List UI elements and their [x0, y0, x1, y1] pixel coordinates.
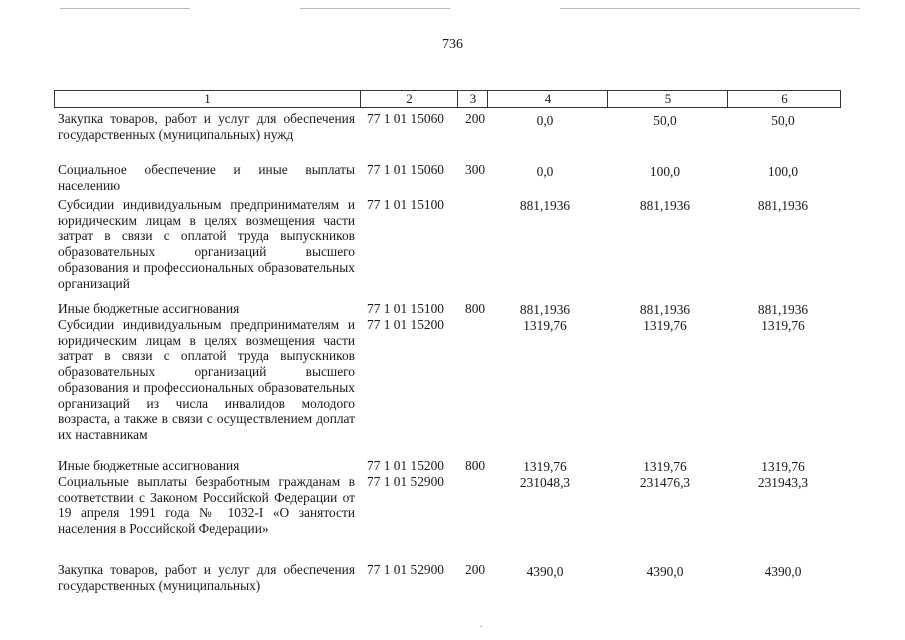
row-value-col4: 1319,76: [523, 318, 567, 333]
page-number: 736: [442, 37, 463, 52]
header-col-4: 4: [487, 91, 608, 107]
header-col-1: 1: [204, 91, 211, 106]
row-code: 77 1 01 15060: [367, 111, 444, 126]
row-value-col6: 4390,0: [764, 564, 802, 579]
row-expense-type: 800: [465, 301, 486, 316]
row-value-col5: 1319,76: [643, 459, 687, 474]
row-name: Иные бюджетные ассигнования: [58, 458, 240, 473]
row-value-col4: 1319,76: [523, 459, 567, 474]
row-value-col6: 231943,3: [757, 475, 809, 490]
row-code: 77 1 01 15200: [367, 317, 444, 332]
row-name: Иные бюджетные ассигнования: [58, 301, 240, 316]
table-header: [54, 90, 841, 108]
row-code: 77 1 01 52900: [367, 474, 444, 489]
row-name: Социальное обеспечение и иные выплаты населению: [58, 162, 355, 193]
row-code: 77 1 01 15200: [367, 458, 444, 473]
row-expense-type: 200: [465, 111, 486, 126]
row-code: 77 1 01 15100: [367, 197, 444, 212]
row-name: Закупка товаров, работ и услуг для обеспечения государственных (муниципальных): [58, 562, 355, 593]
row-value-col6: 50,0: [771, 113, 795, 128]
row-expense-type: 200: [465, 562, 486, 577]
row-value-col6: 1319,76: [761, 318, 805, 333]
header-col-2: 2: [360, 91, 458, 107]
row-value-col5: 4390,0: [646, 564, 684, 579]
header-col-6: 6: [727, 91, 841, 107]
row-value-col6: 1319,76: [761, 459, 805, 474]
row-name: Субсидии индивидуальным предпринимателям и юридическим лицам в целях возмещения части затрат в связи с оплатой труда выпускников образовательных организаций высшего образования и профессиональных образовательных организаций: [58, 197, 355, 291]
row-value-col4: 231048,3: [519, 475, 571, 490]
row-value-col6: 881,1936: [757, 198, 809, 213]
row-code: 77 1 01 15060: [367, 162, 444, 177]
row-value-col4: 881,1936: [519, 302, 571, 317]
row-value-col6: 881,1936: [757, 302, 809, 317]
row-value-col4: 881,1936: [519, 198, 571, 213]
header-col-5: 5: [607, 91, 728, 107]
row-name: Закупка товаров, работ и услуг для обеспечения государственных (муниципальных) нужд: [58, 111, 355, 142]
row-value-col5: 100,0: [649, 164, 681, 179]
row-value-col5: 881,1936: [639, 302, 691, 317]
row-value-col5: 1319,76: [643, 318, 687, 333]
row-value-col4: 4390,0: [526, 564, 564, 579]
row-value-col5: 881,1936: [639, 198, 691, 213]
header-col-3: 3: [457, 91, 488, 107]
row-value-col4: 0,0: [536, 113, 554, 128]
row-value-col6: 100,0: [767, 164, 799, 179]
row-value-col4: 0,0: [536, 164, 554, 179]
row-name: Субсидии индивидуальным предпринимателям и юридическим лицам в целях возмещения части затрат в связи с оплатой труда выпускников образовательных организаций высшего образования и профессиональных образовательных организаций из числа инвалидов молодого возраста, а также в связи с осуществлением доплат их наставникам: [58, 317, 355, 442]
row-value-col5: 50,0: [653, 113, 677, 128]
row-expense-type: 300: [465, 162, 486, 177]
row-expense-type: 800: [465, 458, 486, 473]
row-name: Социальные выплаты безработным гражданам в соответствии с Законом Российской Федерации от 19 апреля 1991 года № 1032-I «О занятости населения в Российской Федерации»: [58, 474, 355, 537]
row-code: 77 1 01 15100: [367, 301, 444, 316]
row-code: 77 1 01 52900: [367, 562, 444, 577]
row-value-col5: 231476,3: [639, 475, 691, 490]
